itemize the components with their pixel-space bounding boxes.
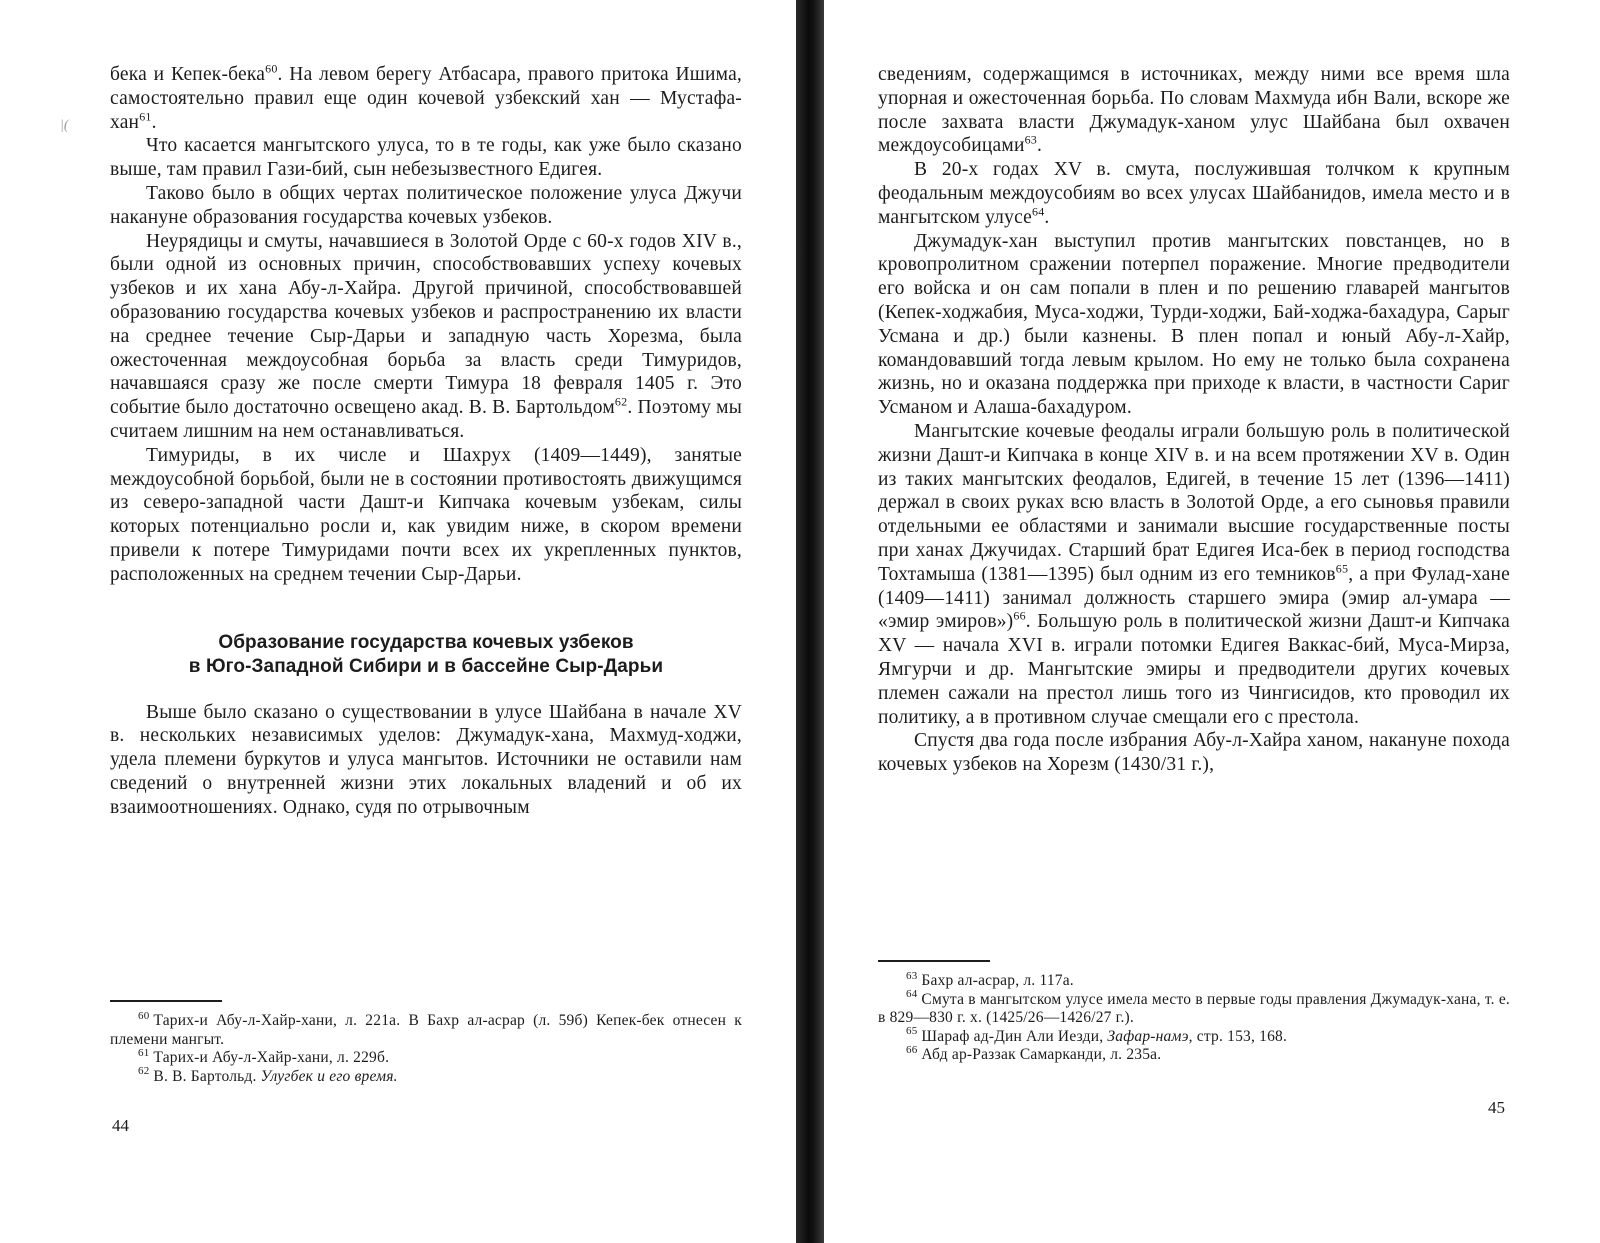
footnote-divider — [878, 960, 990, 962]
page-number: 44 — [112, 1116, 129, 1135]
left-footnotes — [110, 1000, 742, 1086]
heading-line: Образование государства кочевых узбеков — [218, 631, 634, 653]
footnote: $^{62}$ В. В. Бартольд. Улугбек и его время. — [138, 1065, 398, 1085]
right-footnotes — [878, 960, 1510, 1065]
heading-line: в Юго-Западной Сибири и в бассейне Сыр-Дарьи — [188, 655, 664, 677]
paragraph: Выше было сказано о существовании в улусе Шайбана в начале XV в. нескольких независимых уделов: Джумадук-хана, Махмуд-ходжи, удела племени буркутов и улуса мангытов. Источники не оставили нам сведений о внутренней жизни этих локальных владений и об их взаимоотношениях. Однако, судя по отрывочным — [110, 701, 742, 818]
page-number: 45 — [1488, 1098, 1505, 1117]
margin-mark: |( — [60, 118, 69, 133]
left-text-column — [110, 63, 742, 820]
paragraph: Что касается мангытского улуса, то в те годы, как уже было сказано выше, там правил Гази-бий, сын небезызвестного Едигея. — [110, 135, 742, 181]
footnote: $^{64}$ Смута в мангытском улусе имела место в первые годы правления Джумадук-хана, т. е. в 829—830 г. х. (1425/26—1426/27 г.). — [878, 988, 1510, 1026]
paragraph: бека и Кепек-бека$^{60}$. На левом берегу Атбасара, правого притока Ишима, самостоятельно правил еще один кочевой узбекский хан — Мустафа-хан$^{61}$. — [110, 61, 742, 133]
footnote: $^{61}$ Тарих-и Абу-л-Хайр-хани, л. 229б. — [138, 1046, 390, 1066]
footnote: $^{63}$ Бахр ал-асрар, л. 117а. — [906, 969, 1074, 989]
footnote: $^{65}$ Шараф ад-Дин Али Иезди, Зафар-намэ, стр. 153, 168. — [906, 1025, 1288, 1045]
paragraph: Мангытские кочевые феодалы играли большую роль в политической жизни Дашт-и Кипчака в конце XIV в. и на всем протяжении XV в. Один из таких мангытских феодалов, Едигей, в течение 15 лет (1396—1411) держал в своих руках всю власть в Золотой Орде, а его сыновья правили отдельными ее областями и занимали высшие государственные посты при ханах Джучидах. Старший брат Едигея Иса-бек в период господства Тохтамыша (1381—1395) был одним из его темников$^{65}$, а при Фулад-хане (1409—1411) занимал должность старшего эмира (эмир ал-умара — «эмир эмиров»)$^{66}$. Большую роль в политической жизни Дашт-и Кипчака XV — начала XVI в. играли потомки Едигея Ваккас-бий, Муса-Мирза, Ямгурчи и др. Мангытские эмиры и предводители других кочевых племен сажали на престол лишь того из Чингисидов, кто проводил их политику, а в противном случае смещали его с престола. — [878, 420, 1510, 728]
right-page — [808, 0, 1600, 1243]
section-heading — [110, 631, 742, 679]
footnote-divider — [110, 1000, 222, 1002]
paragraph: Таково было в общих чертах политическое положение улуса Джучи накануне образования государства кочевых узбеков. — [110, 182, 742, 228]
paragraph: Джумадук-хан выступил против мангытских повстанцев, но в кровопролитном сражении потерпел поражение. Многие предводители его войска и он сам попали в плен и по решению главарей мангытов (Кепек-ходжабия, Муса-ходжи, Турди-ходжи, Бай-ходжа-бахадура, Сарыг Усмана и др.) были казнены. В плен попал и юный Абу-л-Хайр, командовавший тогда левым крылом. Но ему не только была сохранена жизнь, но и оказана поддержка при приходе к власти, в частности Сариг Усманом и Алаша-бахадуром. — [878, 230, 1510, 419]
footnote: $^{66}$ Абд ар-Раззак Самарканди, л. 235а. — [906, 1043, 1162, 1063]
paragraph: сведениям, содержащимся в источниках, между ними все время шла упорная и ожесточенная борьба. По словам Махмуда ибн Вали, вскоре же после захвата власти Джумадук-ханом улус Шайбана был охвачен междоусобицами$^{63}$. — [878, 64, 1510, 157]
footnote: $^{60}$ Тарих-и Абу-л-Хайр-хани, л. 221а. В Бахр ал-асрар (л. 59б) Кепек-бек отнесен к племени мангыт. — [110, 1009, 742, 1048]
paragraph: Неурядицы и смуты, начавшиеся в Золотой Орде с 60-х годов XIV в., были одной из основных причин, способствовавших успеху кочевых узбеков и их хана Абу-л-Хайра. Другой причиной, способствовавшей образованию государства кочевых узбеков и распространению их власти на среднее течение Сыр-Дарьи и западную часть Хорезма, была ожесточенная междоусобная борьба за власть среди Тимуридов, начавшаяся сразу же после смерти Тимура 18 февраля 1405 г. Это событие было достаточно освещено акад. В. В. Бартольдом$^{62}$. Поэтому мы считаем лишним на нем останавливаться. — [110, 230, 742, 442]
right-text-column — [878, 63, 1510, 777]
paragraph: Тимуриды, в их числе и Шахрух (1409—1449), занятые междоусобной борьбой, были не в состоянии противостоять движущимся из северо-западной части Дашт-и Кипчака кочевым узбекам, силы которых потенциально росли и, как увидим ниже, в скором времени привели к потере Тимуридами почти всех их укрепленных пунктов, расположенных на среднем течении Сыр-Дарьи. — [110, 444, 742, 585]
paragraph: В 20-х годах XV в. смута, послужившая толчком к крупным феодальным междоусобиям во всех улусах Шайбанидов, имела место и в мангытском улусе$^{64}$. — [878, 159, 1510, 228]
paragraph: Спустя два года после избрания Абу-л-Хайра ханом, накануне похода кочевых узбеков на Хорезм (1430/31 г.), — [878, 730, 1510, 776]
